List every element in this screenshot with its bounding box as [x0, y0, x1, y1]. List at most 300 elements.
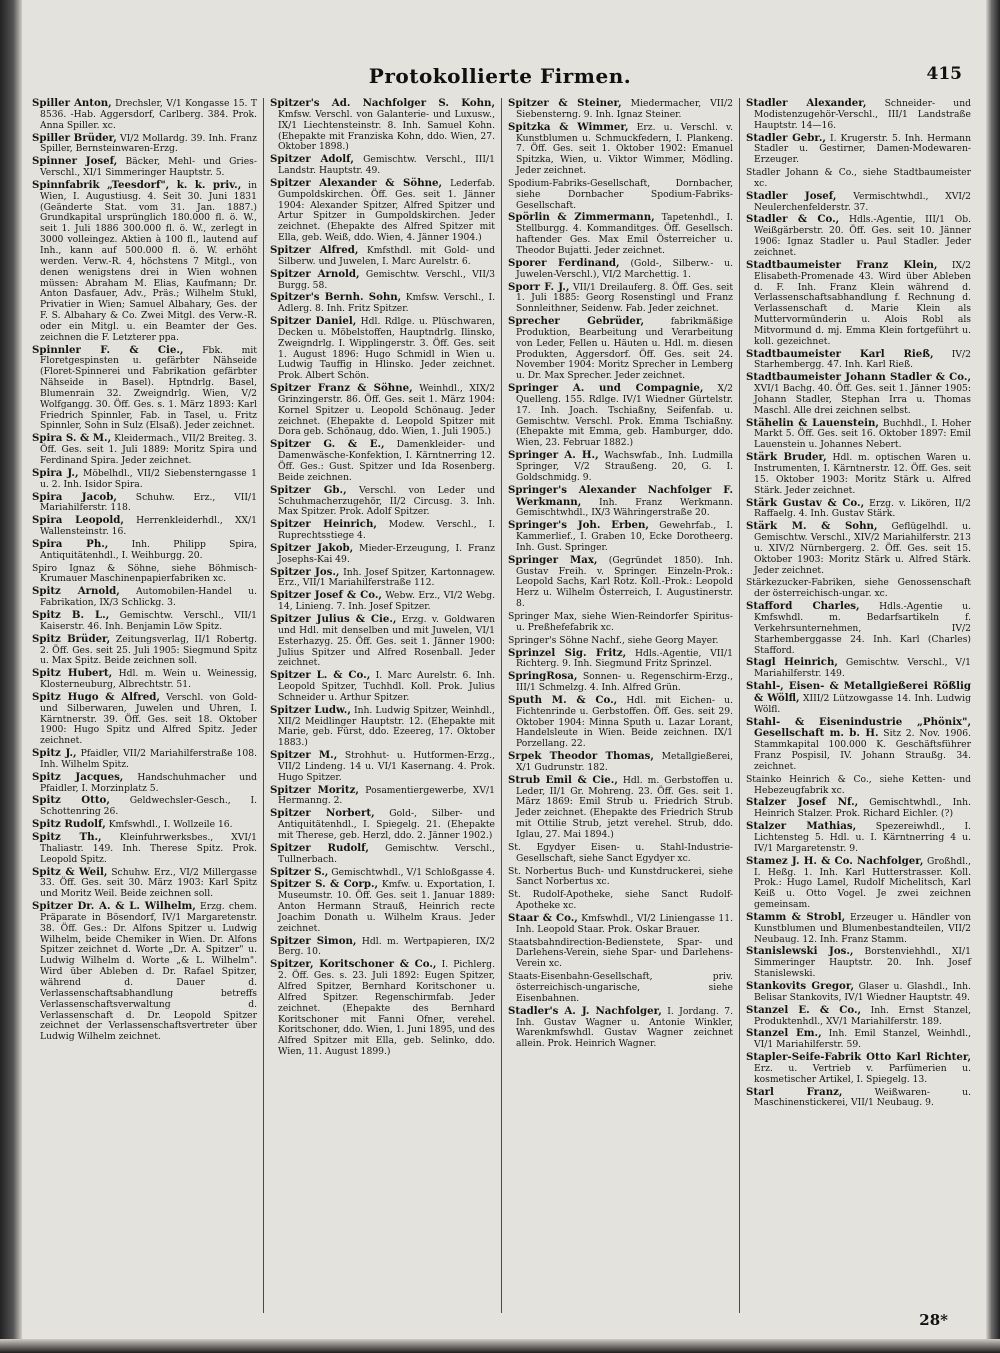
firm-name: Spitzer G. & E., — [270, 438, 385, 451]
firm-details: Borstenviehhdl., XI/1 Simmeringer Hauptstr. 20. Inh. Josef Stanislewski. — [754, 946, 971, 980]
firm-details: Kmfsw. Verschl., I. Adlerg. 8. Inh. Fritz Spitzer. — [278, 292, 496, 315]
firm-details: Sitz 2. Nov. 1906. Stammkapital 100.000 K. Geschäftsführer Franz Pospisil, IV. Johann Straußg. 34. zeichnet. — [754, 728, 971, 772]
firm-entry — [508, 611, 733, 634]
firm-details: Vermischtwhdl., XVI/2 Neulerchenfelderstr. 37. — [754, 190, 971, 213]
firm-name: Stadler's A. J. Nachfolger, — [508, 1004, 662, 1017]
firm-details: Herrenkleiderhdl., XX/1 Wallensteinstr. 16. — [40, 515, 257, 538]
firm-name: Springer A. und Compagnie, — [508, 382, 704, 395]
firm-entry — [32, 563, 257, 586]
firm-details: Verschl. von Gold- und Silberwaren, Juwelen und Uhren, I. Kärntnerstr. 39. Öff. Ges. seit 18. Oktober 1900: Hugo Spitz und Alfred Spitz. Jeder zeichnet. — [40, 691, 258, 747]
firm-entry — [32, 492, 257, 515]
firm-details: Schuhw. Erz., VII/1 Mariahilferstr. 118. — [40, 491, 258, 514]
firm-details: Inh. Josef Spitzer, Kartonnagew. Erz., VII/1 Mariahilferstraße 112. — [278, 566, 496, 589]
firm-details: Inh. Franz Werkmann. Gemischtwhdl., IX/3 Währingerstraße 20. — [516, 496, 734, 519]
firm-entry — [508, 913, 733, 936]
firm-entry — [270, 178, 495, 244]
firm-name: Stapler-Seife-Fabrik Otto Karl Richter, — [746, 1051, 971, 1064]
firm-name: Spitzer Franz & Söhne, — [270, 382, 413, 395]
firm-details: Kmfsthdl. mit Gold- und Silberw. und Juwelen, I. Marc Aurelstr. 6. — [278, 244, 495, 267]
firm-name: Strub Emil & Cie., — [508, 773, 618, 786]
firm-entry — [746, 797, 971, 820]
firm-entry — [746, 946, 971, 980]
firm-entry — [32, 539, 257, 562]
firm-entry — [508, 842, 733, 865]
column-divider — [501, 98, 502, 1313]
directory-columns — [28, 98, 978, 1313]
firm-entry — [508, 937, 733, 971]
firm-entry — [32, 468, 257, 491]
firm-name: Spitz Arnold, — [32, 585, 120, 598]
firm-name: Stadler Gebr., — [746, 131, 826, 144]
firm-details: Automobilen-Handel u. Fabrikation, IX/3 Schlickg. 3. — [40, 586, 258, 609]
firm-name: Stadtbaumeister Franz Klein, — [746, 258, 938, 271]
firm-details: Großhdl., I. Heßg. 1. Inh. Karl Hutterstrasser. Koll. Prok.: Hugo Lamel, Rudolf Michelitsch, Karl Keiß u. Otto Vogel. Je zwei zeichnen gemeinsam. — [754, 855, 971, 911]
firm-entry — [508, 122, 733, 177]
firm-name: Stadler Josef, — [746, 189, 837, 202]
firm-details: Gemischtwhdl., Inh. Heinrich Stalzer. Prok. Richard Eichler. (?) — [754, 797, 972, 820]
firm-details: Erzg. v. Goldwaren und Hdl. mit denselben und mit Juwelen, VI/1 Esterhazyg. 25. Öff. Ges. seit 1. Jänner 1900: Julius Spitzer und Alfred Rosenball. Jeder zeichnet. — [278, 613, 495, 669]
firm-details: Bäcker, Mehl- und Gries-Verschl., XI/1 Simmeringer Hauptstr. 5. — [40, 156, 258, 179]
firm-entry — [32, 133, 257, 156]
scan-left-edge — [0, 0, 22, 1353]
firm-details: Springer Max, siehe Wien-Reindorfer Spiritus- u. Preßhefefabrik xc. — [508, 610, 733, 633]
firm-entry — [746, 452, 971, 496]
scan-bottom-edge — [0, 1339, 1000, 1353]
firm-details: Kmfw. u. Exportation, I. Museumstr. 10. Öff. Ges. seit 1. Januar 1889: Anton Hermann Strauß, Heinrich recte Joachim Donath u. Wilhelm Kraus. Jeder zeichnet. — [278, 879, 496, 934]
firm-name: Spitzer S., — [270, 865, 329, 878]
firm-details: Kleidermach., VII/2 Breiteg. 3. Öff. Ges. seit 1. Juli 1889: Moritz Spira und Ferdinand Spira. Jeder zeichnet. — [40, 433, 257, 466]
firm-details: Kmfswhdl., I. Wollzeile 16. — [108, 819, 233, 831]
firm-details: Kmfswhdl., VI/2 Liniengasse 11. Inh. Leopold Staar. Prok. Oskar Brauer. — [516, 912, 734, 935]
firm-name: Starl Franz, — [746, 1085, 843, 1098]
firm-name: Spira S. & M., — [32, 432, 112, 445]
firm-name: Spitz B. L., — [32, 608, 110, 621]
firm-entry — [746, 1087, 971, 1110]
firm-name: Spitzer Rudolf, — [270, 841, 369, 854]
firm-name: Spitzer Dr. A. & L. Wilhelm, — [32, 900, 196, 913]
firm-details: Gold-, Silber- und Antiquitätenhdl., I. Spiegelg. 21. (Ehepakte mit Therese, geb. Herzl, ddo. 2. Jänner 1902.) — [278, 808, 495, 841]
firm-entry — [746, 133, 971, 167]
firm-entry — [746, 1052, 971, 1086]
firm-details: Metallgießerei, X/1 Gudrunstr. 182. — [516, 751, 734, 773]
firm-details: IX/2 Elisabeth-Promenade 43. Wird über Ableben d. F. Inh. Franz Klein während d. Verlassenschaftsabhandlung f. Rechnung d. Verlassenschaft d. Marie Klein als Muttervormünderin u. Alois Robl als Mitvormund d. mj. Emma Klein fortgeführt u. koll. gezeichnet. — [754, 259, 972, 347]
page-number: 415 — [926, 64, 962, 84]
firm-name: Spitzer Norbert, — [270, 807, 375, 820]
firm-name: Spira Jacob, — [32, 490, 117, 503]
firm-entry — [508, 282, 733, 316]
firm-details: Weißwaren- u. Maschinenstickerei, VII/1 Neubaug. 9. — [754, 1086, 971, 1109]
firm-details: Erzg. chem. Präparate in Bösendorf, IV/1 Margaretenstr. 38. Öff. Ges.: Dr. Alfons Spitzer u. Ludwig Wilhelm, beide Chemiker in Wien. Dr. Alfons Spitzer zeichnet d. Worte „Dr. A. Spitzer" u. Ludwig Wilhelm d. Worte „& L. Wilhelm". Wird über Ableben d. Dr. Rafael Spitzer, während d. Dauer d. Verlassenschaftsabhandlung betreffs Verlassenschaftsverwaltung d. Verlassenschaft d. Dr. Leopold Spitzer zeichnet der Verlassenschaftsvertreter über Ludwig Wilhelm zeichnet. — [40, 901, 258, 1043]
firm-entry — [270, 936, 495, 959]
firm-entry — [508, 889, 733, 912]
firm-entry — [270, 959, 495, 1058]
firm-name: Stankovits Gregor, — [746, 979, 855, 992]
firm-entry — [32, 692, 257, 747]
firm-name: Stagl Heinrich, — [746, 656, 838, 669]
firm-name: Spitzer's Ad. Nachfolger S. Kohn, — [270, 98, 495, 109]
firm-entry — [746, 601, 971, 656]
firm-details: Staatsbahndirection-Bedienstete, Spar- und Darlehens-Verein, siehe Spar- und Darlehens-Verein xc. — [508, 936, 733, 970]
firm-details: Wachswfab., Inh. Ludmilla Springer, V/2 Straußeng. 20, G. I. Goldschmidg. 9. — [516, 450, 733, 483]
firm-name: Spitz Hubert, — [32, 667, 113, 680]
firm-name: Stadler & Co., — [746, 213, 840, 226]
firm-entry — [270, 98, 495, 153]
column-divider — [263, 98, 264, 1313]
firm-name: Spira Leopold, — [32, 514, 124, 527]
firm-name: Spörlin & Zimmermann, — [508, 211, 655, 224]
firm-details: Tapetenhdl., I. Stellburgg. 4. Kommanditges. Öff. Gesellsch. haftender Ges. Max Emil Österreicher u. Theodor Bujatti. Jeder zeichnet. — [516, 212, 733, 256]
firm-name: Sprecher Gebrüder, — [508, 315, 645, 328]
firm-name: Springer A. H., — [508, 449, 599, 462]
firm-entry — [270, 292, 495, 315]
firm-details: IV/2 Starhembergg. 47. Inh. Karl Rieß. — [754, 348, 972, 371]
firm-name: Stanislewski Jos., — [746, 945, 854, 958]
column-1 — [28, 98, 261, 1313]
firm-entry — [32, 634, 257, 668]
firm-details: (Gold-, Silberw.- u. Juwelen-Verschl.), VI/2 Marchettig. 1. — [516, 257, 734, 280]
firm-details: St. Egydyer Eisen- u. Stahl-Industrie-Gesellschaft, siehe Sanct Egydyer xc. — [508, 841, 733, 864]
firm-name: Stadler Alexander, — [746, 98, 867, 109]
firm-details: Inh. Emil Stanzel, Weinhdl., VI/1 Mariahilferstr. 59. — [754, 1028, 971, 1051]
firm-name: Spiller Anton, — [32, 98, 112, 109]
firm-entry — [508, 648, 733, 671]
firm-details: Hdl. m. Wein u. Weinessig, Klosterneuburg, Albrechtstr. 51. — [40, 668, 258, 691]
firm-entry — [270, 590, 495, 613]
firm-name: Spitzer Ludw., — [270, 703, 351, 716]
firm-details: Schneider- und Modistenzugehör-Verschl., III/1 Landstraße Hauptstr. 14—16. — [754, 98, 971, 131]
firm-name: Staar & Co., — [508, 911, 578, 924]
firm-details: Drechsler, V/1 Kongasse 15. T 8536. -Hab. Aggersdorf, Carlberg. 384. Prok. Anna Spiller. xc. — [40, 98, 257, 131]
firm-entry — [270, 485, 495, 519]
page-header — [30, 64, 970, 94]
firm-details: Handschuhmacher und Pfaidler, I. Morzinplatz 5. — [40, 771, 257, 794]
firm-entry — [270, 670, 495, 704]
firm-entry — [508, 671, 733, 694]
firm-name: Spitzer Alfred, — [270, 243, 359, 256]
firm-entry — [32, 610, 257, 633]
firm-entry — [746, 498, 971, 521]
firm-name: Spitzer, Koritschoner & Co., — [270, 958, 437, 971]
firm-name: Springer's Joh. Erben, — [508, 519, 649, 532]
firm-entry — [508, 316, 733, 382]
firm-details: Stadler Johann & Co., siehe Stadtbaumeister xc. — [746, 167, 971, 189]
column-2 — [266, 98, 499, 1313]
firm-details: Lederfab. Gumpoldskirchen. Öff. Ges. seit 1. Jänner 1904: Alexander Spitzer, Alfred Spitzer und Artur Spitzer in Gumpoldskirchen. Jeder zeichnet. (Ehepakte des Alfred Spitzer mit Ella, geb. Weiß, ddo. Wien, 4. Jänner 1904.) — [278, 177, 495, 244]
firm-name: Stahl-, Eisen- & Metallgießerei Rößlig & Wölfl, — [746, 680, 971, 704]
firm-entry — [270, 843, 495, 866]
firm-entry — [508, 98, 733, 121]
firm-name: Spitzer Arnold, — [270, 267, 360, 280]
firm-name: Spitz Th., — [32, 831, 102, 843]
firm-entry — [32, 180, 257, 344]
firm-name: Spira Ph., — [32, 537, 109, 550]
firm-details: Glaser u. Glashdl., Inh. Belisar Stankovits, IV/1 Wiedner Hauptstr. 49. — [754, 980, 972, 1003]
firm-details: Inh. Ludwig Spitzer, Weinhdl., XII/2 Meidlinger Hauptstr. 12. (Ehepakte mit Marie, geb. Fürst, ddo. Ezeereg, 17. Oktober 1883.) — [278, 704, 495, 749]
firm-details: Gemischtw. Verschl., III/1 Landstr. Hauptstr. 49. — [278, 154, 495, 177]
firm-details: Gemischtw. Verschl., VII/3 Burgg. 58. — [278, 268, 495, 291]
firm-name: Spitz & Weil, — [32, 865, 108, 878]
firm-entry — [508, 1006, 733, 1050]
firm-entry — [746, 214, 971, 258]
firm-details: Posamentiergewerbe, XV/1 Hermanng. 2. — [278, 784, 495, 807]
firm-name: Stalzer Mathias, — [746, 820, 857, 833]
firm-entry — [508, 258, 733, 281]
firm-name: Spitzer L. & Co., — [270, 669, 371, 682]
firm-details: Fbk. mit Floretgespinsten u. gefärbter Nähseide (Floret-Spinnerei und Fabrikation gefärbter Nähseide in Basel). Hptndrlg. Basel, Blumenrain 32. Zweigndrlg. Wien, V/2 Wolfgangg. 30. Öff. Ges. s. 1. März 1893: Karl Friedrich Spinnler, Fab. in Tasel, u. Fritz Spinnler, Sohn in Sulz (Elsaß). Jeder zeichnet. — [40, 344, 258, 432]
firm-details: fabrikmäßige Produktion, Bearbeitung und Verarbeitung von Leder, Fellen u. Häuten u. Hdl. m. diesen Produkten, Aggersdorf. Öff. Ges. seit 24. November 1904: Moritz Sprecher in Lemberg u. Dr. Max Sprecher. Jeder zeichnet. — [516, 316, 733, 382]
scan-right-edge — [986, 0, 1000, 1353]
firm-details: Springer's Söhne Nachf., siehe Georg Mayer. — [508, 634, 719, 646]
firm-entry — [32, 748, 257, 771]
firm-entry — [270, 154, 495, 177]
firm-name: Spitz Hugo & Alfred, — [32, 690, 160, 703]
firm-details: Miedermacher, VII/2 Siebensterng. 9. Inh. Ignaz Steiner. — [516, 98, 733, 120]
firm-name: Stalzer Josef Nf., — [746, 796, 859, 809]
firm-name: Springer Max, — [508, 553, 598, 566]
firm-details: XVI/1 Bachg. 40. Öff. Ges. seit 1. Jänner 1905: Johann Stadler, Stephan Irra u. Thomas Maschl. Alle drei zeichnen selbst. — [754, 383, 971, 416]
firm-details: I. Krugerstr. 5. Inh. Hermann Stadler u. Gestirner, Damen-Modewaren-Erzeuger. — [754, 132, 972, 166]
firm-name: Spitzer Simon, — [270, 934, 357, 947]
firm-name: Spitzer Jos., — [270, 565, 340, 578]
firm-entry — [32, 819, 257, 831]
firm-name: Stanzel Em., — [746, 1027, 822, 1040]
firm-entry — [746, 717, 971, 773]
firm-name: Spitzer Moritz, — [270, 783, 359, 796]
firm-details: Sonnen- u. Regenschirm-Erzg., III/1 Schmelzg. 4. Inh. Alfred Grün. — [516, 671, 733, 694]
firm-entry — [746, 1005, 971, 1028]
firm-name: Spitzer & Steiner, — [508, 98, 622, 109]
firm-details: Schuhw. Erz., VI/2 Millergasse 33. Öff. Ges. seit 30. März 1903: Karl Spitz und Moritz Weil. Beide zeichnen soll. — [40, 866, 257, 900]
firm-details: I. Pichlerg. 2. Öff. Ges. s. 23. Juli 1892: Eugen Spitzer, Alfred Spitzer, Bernhard Koritschoner u. Alfred Spitzer. Regenschirmfab. Jeder zeichnet. (Ehepakte des Bernhard Koritschoner mit Fanni Ofner, verehel. Koritschoner, ddo. Wien, 1. Juni 1895, und des Alfred Spitzer mit Ella, geb. Selinko, ddo. Wien, 11. August 1899.) — [278, 959, 495, 1058]
firm-name: Spinner Josef, — [32, 155, 118, 168]
firm-entry — [32, 901, 257, 1043]
firm-entry — [508, 555, 733, 610]
firm-name: Spinnfabrik „Teesdorf", k. k. priv., — [32, 178, 242, 191]
firm-entry — [32, 795, 257, 818]
firm-entry — [270, 439, 495, 483]
column-divider — [739, 98, 740, 1313]
firm-details: Gewehrfab., I. Kammerlief., I. Graben 10, Ecke Dorotheerg. Inh. Gust. Springer. — [516, 520, 733, 553]
firm-name: Spitzer's Bernh. Sohn, — [270, 291, 402, 304]
firm-entry — [270, 614, 495, 669]
firm-entry — [508, 775, 733, 841]
firm-details: Staats-Eisenbahn-Gesellschaft, priv. österreichisch-ungarische, siehe Eisenbahnen. — [508, 971, 733, 1004]
firm-entry — [746, 657, 971, 680]
firm-entry — [32, 867, 257, 901]
firm-details: Zeitungsverlag, II/1 Robertg. 2. Öff. Ges. seit 25. Juli 1905: Siegmund Spitz u. Max Spitz. Beide zeichnen soll. — [40, 633, 258, 667]
firm-entry — [508, 450, 733, 484]
firm-details: Hdls.-Agentie, III/1 Ob. Weißgärberstr. 20. Öff. Ges. seit 10. Jänner 1906: Ignaz Stadler u. Paul Stadler. Jeder zeichnet. — [754, 214, 972, 258]
firm-entry — [746, 260, 971, 348]
firm-name: Stahl- & Eisenindustrie „Phönix", Gesellschaft m. b. H. — [746, 715, 971, 740]
firm-name: Stanzel E. & Co., — [746, 1003, 862, 1016]
firm-details: Inh. Philipp Spira, Antiquitätenhdl., I. Weihburgg. 20. — [40, 538, 258, 561]
firm-entry — [270, 867, 495, 879]
firm-name: Sporer Ferdinand, — [508, 256, 620, 269]
firm-details: Weinhdl., XIX/2 Grinzingerstr. 86. Öff. Ges. seit 1. März 1904: Kornel Spitzer u. Leopold Schönaug. Jeder zeichnet. (Ehepakte d. Leopold Spitzer mit Dora geb. Schönaug, ddo. Wien, 1. Juli 1905.) — [278, 383, 495, 438]
firm-entry — [270, 705, 495, 749]
firm-entry — [746, 1028, 971, 1051]
firm-name: Spitz J., — [32, 747, 77, 760]
firm-details: Gemischtwhdl., V/1 Schloßgasse 4. — [331, 866, 495, 878]
firm-entry — [746, 191, 971, 214]
firm-name: Spitzer Adolf, — [270, 153, 354, 166]
column-4 — [742, 98, 975, 1313]
firm-details: Hdl. m. optischen Waren u. Instrumenten, I. Kärntnerstr. 12. Öff. Ges. seit 15. Oktober 1903: Moritz Stärk u. Alfred Stärk. Jeder zeichnet. — [754, 452, 971, 496]
firm-details: Geldwechsler-Gesch., I. Schottenring 26. — [40, 795, 258, 818]
firm-entry — [508, 751, 733, 774]
firm-entry — [508, 695, 733, 750]
firm-name: Springer's Alexander Nachfolger F. Werkmann, — [508, 483, 733, 508]
firm-entry — [746, 856, 971, 911]
firm-details: Spiro Ignaz & Söhne, siehe Böhmisch-Krumauer Maschinenpapierfabriken xc. — [32, 562, 257, 585]
firm-details: VII/1 Dreilauferg. 8. Öff. Ges. seit 1. Juli 1885: Georg Rosenstingl und Franz Sonnleithner, Seidenw. Fab. Jeder zeichnet. — [516, 281, 734, 315]
firm-entry — [32, 832, 257, 866]
firm-entry — [270, 519, 495, 542]
firm-name: Spitz Rudolf, — [32, 818, 106, 831]
signature-mark: 28* — [919, 1311, 948, 1329]
firm-entry — [32, 772, 257, 795]
firm-name: Spitzer Josef & Co., — [270, 589, 382, 602]
firm-details: Modew. Verschl., I. Ruprechtsstiege 4. — [278, 519, 496, 542]
firm-entry — [746, 981, 971, 1004]
firm-entry — [270, 543, 495, 566]
firm-entry — [270, 808, 495, 842]
column-3 — [504, 98, 737, 1313]
firm-details: Inh. Ernst Stanzel, Produktenhdl., XV/1 Mariahilferstr. 189. — [754, 1004, 971, 1027]
firm-details: Hdl. m. Gerbstoffen u. Leder, II/1 Gr. Mohreng. 23. Öff. Ges. seit 1. März 1869: Emil Strub u. Friedrich Strub. Jeder zeichnet. (Ehepakte des Friedrich Strub mit Ottilie Strub, jetzt verehel. Strub, ddo. Iglau, 27. Mai 1894.) — [516, 774, 734, 840]
firm-name: Spitz Otto, — [32, 794, 110, 807]
firm-entry — [32, 345, 257, 433]
firm-name: Sporr F. J., — [508, 280, 570, 293]
firm-name: Spitzer M., — [270, 749, 338, 762]
firm-details: Möbelhdl., VII/2 Siebensterngasse 1 u. 2. Inh. Isidor Spira. — [40, 467, 257, 490]
firm-name: Stärk Bruder, — [746, 451, 827, 464]
firm-details: Spezereiwhdl., I. Lichtensteg 5. Hdl. u. I. Kärntnerring 4 u. IV/1 Margaretenstr. 9. — [754, 821, 971, 854]
firm-details: Mieder-Erzeugung, I. Franz Josephs-Kai 49. — [278, 542, 495, 565]
firm-details: (Gegründet 1850). Inh. Gustav Freih. v. Springer. Einzeln-Prok.: Leopold Sachs, Karl Rotz. Koll.-Prok.: Leopold Herz u. Wilhelm Österreich, I. Augustinerstr. 8. — [516, 554, 734, 610]
firm-name: Sputh M. & Co., — [508, 693, 618, 706]
firm-details: Erz. u. Vertrieb v. Parfümerien u. kosmetischer Artikel, I. Spiegelg. 13. — [754, 1062, 971, 1085]
firm-details: Verschl. von Leder und Schuhmacherzugehör, II/2 Circusg. 3. Inh. Max Spitzer. Prok. Adolf Spitzer. — [278, 484, 496, 518]
firm-details: I. Marc Aurelstr. 6. Inh. Leopold Spitzer, Tuchhdl. Koll. Prok. Julius Schneider u. Arthur Spitzer. — [278, 670, 495, 703]
firm-name: Spinnler F. & Cie., — [32, 343, 184, 356]
firm-details: Strohhut- u. Hutformen-Erzg., VII/2 Lindeng. 14 u. VI/1 Kasernang. 4. Prok. Hugo Spitzer. — [278, 750, 495, 783]
firm-entry — [746, 167, 971, 190]
firm-entry — [270, 245, 495, 268]
firm-details: Erzg. v. Likören, II/2 Raffaelg. 4. Inh. Gustav Stärk. — [754, 497, 971, 520]
firm-entry — [508, 866, 733, 889]
firm-name: Spitz Jacques, — [32, 770, 124, 783]
firm-entry — [746, 349, 971, 372]
firm-details: in Wien, I. Augustiusg. 4. Seit 30. Juni 1831 (Geänderte Stat. vom 31. Jan. 1887.) Grundkapital ursprünglich 180.000 fl. ö. W., seit 1. Juli 1886 300.000 fl. ö. W., zerlegt in 3000 volleingez. Aktien à 100 fl., lautend auf Inh., kann auf 500.000 fl. ö. W. erhöht werden. Verw.-R. 4, höchstens 7 Mitgl., von denen wenigstens drei in Wien wohnen müssen: Abraham M. Elias, Kaufmann; Dr. Anton Dasfauer, Adv., Präs.; Wilhelm Stukl, Privatier in Wien; Samuel Albahary, Ges. der F. S. Albahary & Co. Zwei Mitgl. des Verw.-R. oder ein Mitgl. u. ein Beamter der Ges. zeichnen die F. Letzterer ppa. — [40, 179, 257, 343]
firm-details: I. Jordang. 7. Inh. Gustav Wagner u. Antonie Winkler, Warenkmfswhdl. Gustav Wagner zeichnet allein. Prok. Heinrich Wagner. — [516, 1005, 734, 1050]
firm-entry — [270, 879, 495, 934]
firm-name: Spitzka & Wimmer, — [508, 120, 629, 133]
firm-entry — [270, 316, 495, 382]
firm-entry — [270, 785, 495, 808]
firm-name: Spitz Brüder, — [32, 632, 111, 645]
firm-entry — [270, 750, 495, 784]
firm-name: Spitzer Alexander & Söhne, — [270, 176, 443, 189]
firm-details: Hdl. m. Wertpapieren, IX/2 Berg. 10. — [278, 935, 495, 958]
firm-details: St. Rudolf-Apotheke, siehe Sanct Rudolf-Apotheke xc. — [508, 889, 733, 912]
firm-details: Spodium-Fabriks-Gesellschaft, Dornbacher, siehe Dornbacher Spodium-Fabriks-Gesellschaft. — [508, 177, 733, 211]
firm-details: Webw. Erz., VI/2 Webg. 14, Linieng. 7. Inh. Josef Spitzer. — [278, 590, 496, 613]
firm-entry — [746, 521, 971, 576]
firm-entry — [508, 178, 733, 212]
firm-entry — [32, 586, 257, 609]
firm-name: Spitzer Gb., — [270, 483, 347, 496]
firm-details: Stärkezucker-Fabriken, siehe Genossenschaft der österreichisch-ungar. xc. — [746, 577, 971, 600]
firm-details: Hdl. mit Eichen- u. Fichtenrinde u. Gerbstoffen. Öff. Ges. seit 29. Oktober 1904: Minna Sputh u. Lazar Lorant, Handelsleute in Wien. Beide zeichnen. IX/1 Porzellang. 22. — [516, 694, 733, 750]
firm-entry — [746, 912, 971, 946]
firm-entry — [270, 383, 495, 438]
firm-entry — [270, 269, 495, 292]
firm-entry — [508, 635, 733, 647]
firm-details: Hdls.-Agentie, VII/1 Richterg. 9. Inh. Siegmund Fritz Sprinzel. — [516, 647, 733, 670]
firm-entry — [746, 681, 971, 716]
firm-entry — [32, 515, 257, 538]
firm-details: Stainko Heinrich & Co., siehe Ketten- und Hebezeugfabrik xc. — [746, 773, 971, 796]
firm-name: Spitzer Daniel, — [270, 315, 357, 328]
firm-entry — [32, 156, 257, 179]
firm-entry — [32, 668, 257, 691]
firm-name: Spitzer Julius & Cie., — [270, 612, 397, 625]
firm-entry — [746, 821, 971, 855]
firm-name: Stadtbaumeister Johann Stadler & Co., — [746, 371, 971, 384]
firm-entry — [270, 567, 495, 590]
firm-name: Spira J., — [32, 466, 79, 479]
firm-entry — [746, 418, 971, 452]
firm-entry — [746, 774, 971, 797]
firm-entry — [508, 520, 733, 554]
firm-name: Spitzer Heinrich, — [270, 518, 377, 531]
firm-name: Spitzer Jakob, — [270, 541, 354, 554]
firm-details: Buchhdl., I. Hoher Markt 5. Öff. Ges. seit 16. Oktober 1897: Emil Lauenstein u. Johannes Nebert. — [754, 417, 972, 451]
firm-details: St. Norbertus Buch- und Kunstdruckerei, siehe Sanct Norbertus xc. — [508, 865, 733, 888]
firm-details: VI/2 Mollardg. 39. Inh. Franz Spiller, Bernsteinwaren-Erzg. — [40, 132, 257, 155]
firm-name: SpringRosa, — [508, 670, 578, 683]
firm-details: Gemischtw. Verschl., Tullnerbach. — [278, 842, 496, 865]
firm-entry — [508, 971, 733, 1005]
firm-details: Damenkleider- und Damenwäsche-Konfektion, I. Kärntnerring 12. Öff. Ges.: Gust. Spitzer und Ida Rosenberg. Beide zeichnen. — [278, 439, 495, 483]
firm-details: XIII/2 Lützowgasse 14. Inh. Ludwig Wölfl. — [754, 692, 971, 715]
firm-name: Sprinzel Sig. Fritz, — [508, 646, 627, 659]
firm-name: Srpek Theodor Thomas, — [508, 750, 654, 763]
firm-details: Hdls.-Agentie u. Kmfswhdl. m. Bedarfsartikeln f. Verkehrsunternehmen, IV/2 Starhemberggasse 24. Inh. Karl (Charles) Stafford. — [754, 601, 971, 656]
firm-details: Erz. u. Verschl. v. Kunstblumen u. Schmuckfedern, I. Plankeng. 7. Öff. Ges. seit 1. Oktober 1902: Emanuel Spitzka, Wien, u. Viktor Wimmer, Mödling. Jeder zeichnet. — [516, 121, 734, 177]
firm-entry — [508, 485, 733, 520]
firm-details: Gemischtw. Verschl., VII/1 Kaiserstr. 46. Inh. Benjamin Löw Spitz. — [40, 609, 257, 632]
firm-name: Stärk M. & Sohn, — [746, 520, 878, 533]
firm-entry — [32, 98, 257, 132]
firm-details: Erzeuger u. Händler von Kunstblumen und Blumenbestandteilen, VII/2 Neubaug. 12. Inh. Franz Stamm. — [754, 911, 972, 945]
firm-details: X/2 Quelleng. 155. Rdlge. IV/1 Wiedner Gürtelstr. 17. Inh. Joach. Tschiaßny, Seifenfab. u. Gemischtw. Verschl. Prok. Emma Tschiaßny. (Ehepakte mit Emma, geb. Hamburger, ddo. Wien, 23. Februar 1882.) — [516, 383, 733, 449]
firm-entry — [508, 383, 733, 449]
firm-details: Hdl. Rdlge. u. Plüschwaren, Decken u. Möbelstoffen, Hauptndrlg. Ilinsko, Zweigndrlg. I. Wipplingerstr. 3. Öff. Ges. seit 1. August 1896: Hugo Schmidl in Wien u. Ludwig Tauffig in Hlinsko. Jeder zeichnet. Prok. Albert Schön. — [278, 316, 495, 382]
firm-details: Pfaidler, VII/2 Mariahilferstraße 108. Inh. Wilhelm Spitz. — [40, 748, 257, 770]
page-title: Protokollierte Firmen. — [368, 64, 632, 88]
firm-details: Kmfsw. Verschl. von Galanterie- und Luxusw., IX/1 Liechtensteinstr. 8. Inh. Samuel Kohn. (Ehepakte mit Franziska Kohn, ddo. Wien, 27. Oktober 1898.) — [278, 108, 495, 153]
firm-name: Spitzer S. & Corp., — [270, 878, 379, 891]
firm-name: Stamm & Strobl, — [746, 910, 846, 923]
firm-details: Kleinfuhrwerksbes., XVI/1 Thaliastr. 149. Inh. Therese Spitz. Prok. Leopold Spitz. — [40, 832, 257, 865]
firm-entry — [32, 433, 257, 467]
firm-entry — [508, 212, 733, 256]
firm-details: Gemischtw. Verschl., V/1 Mariahilferstr. 149. — [754, 657, 972, 680]
firm-entry — [746, 577, 971, 600]
